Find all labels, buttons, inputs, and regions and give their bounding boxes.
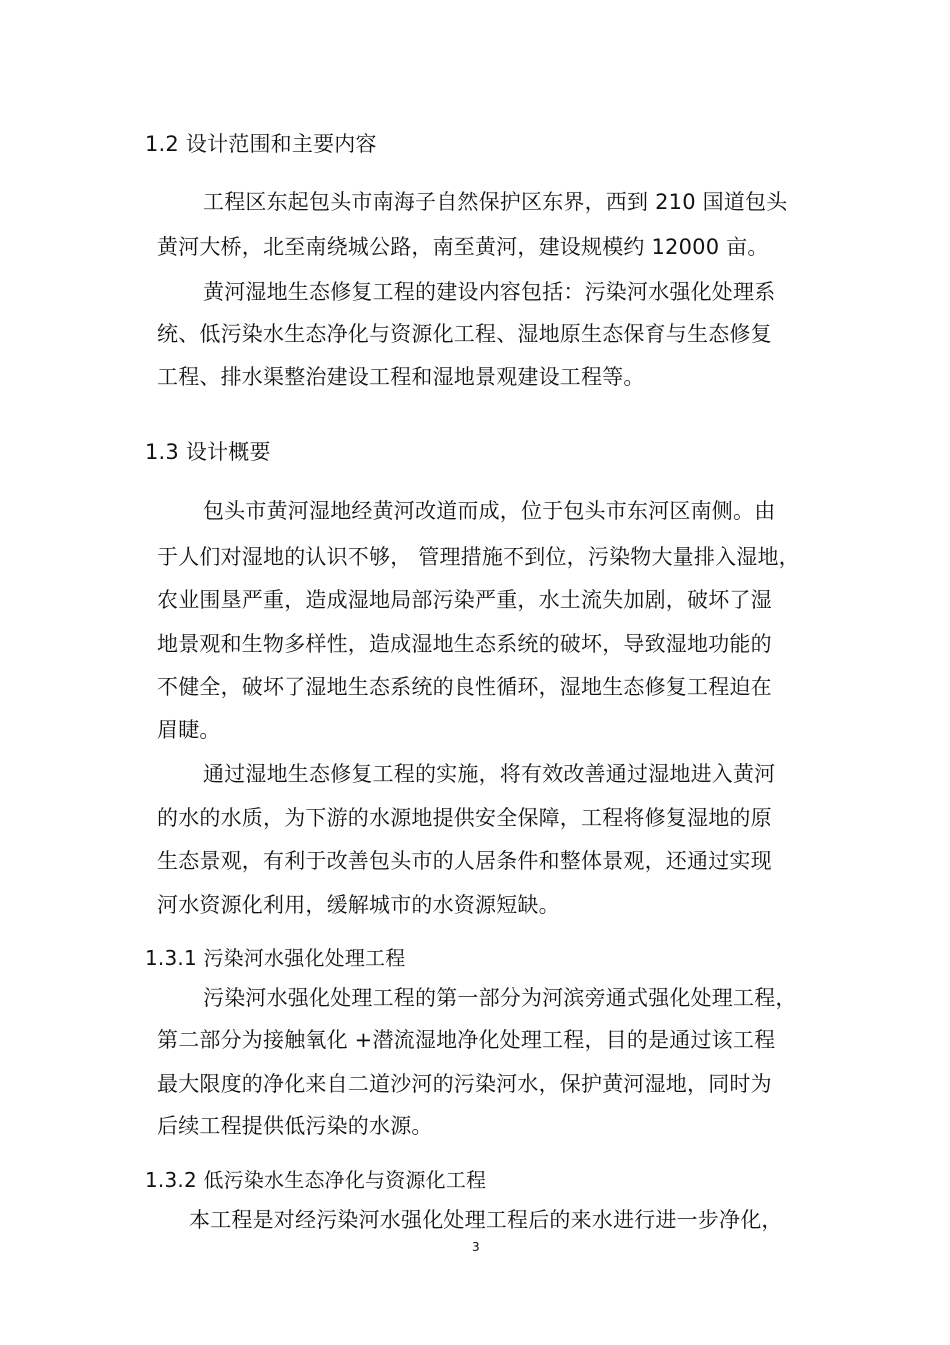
paragraph-line: 工程区东起包头市南海子自然保护区东界，西到 210 国道包头 — [203, 190, 788, 214]
paragraph-line: 生态景观，有利于改善包头市的人居条件和整体景观，还通过实现 — [157, 849, 772, 873]
paragraph-line: 河水资源化利用，缓解城市的水资源短缺。 — [157, 893, 560, 917]
page-number: 3 — [472, 1240, 480, 1254]
paragraph-line: 不健全，破坏了湿地生态系统的良性循环，湿地生态修复工程迫在 — [157, 675, 772, 699]
paragraph-line: 于人们对湿地的认识不够， 管理措施不到位，污染物大量排入湿地， — [157, 545, 800, 569]
paragraph-line: 最大限度的净化来自二道沙河的污染河水，保护黄河湿地，同时为 — [157, 1072, 772, 1096]
section-heading-1-3: 1.3 设计概要 — [145, 440, 271, 464]
paragraph-line: 的水的水质，为下游的水源地提供安全保障，工程将修复湿地的原 — [157, 806, 772, 830]
paragraph-line: 包头市黄河湿地经黄河改道而成，位于包头市东河区南侧。由 — [203, 499, 776, 523]
paragraph-line: 通过湿地生态修复工程的实施，将有效改善通过湿地进入黄河 — [203, 762, 776, 786]
paragraph-line: 本工程是对经污染河水强化处理工程后的来水进行进一步净化， — [189, 1208, 783, 1232]
section-heading-1-3-2: 1.3.2 低污染水生态净化与资源化工程 — [145, 1168, 487, 1192]
section-heading-1-2: 1.2 设计范围和主要内容 — [145, 132, 377, 156]
paragraph-line: 黄河大桥，北至南绕城公路，南至黄河，建设规模约 12000 亩。 — [157, 235, 769, 259]
paragraph-line: 统、低污染水生态净化与资源化工程、湿地原生态保育与生态修复 — [157, 322, 772, 346]
paragraph-line: 黄河湿地生态修复工程的建设内容包括：污染河水强化处理系 — [203, 280, 776, 304]
paragraph-line: 第二部分为接触氧化 +潜流湿地净化处理工程，目的是通过该工程 — [157, 1028, 776, 1052]
section-heading-1-3-1: 1.3.1 污染河水强化处理工程 — [145, 946, 406, 970]
paragraph-line: 地景观和生物多样性，造成湿地生态系统的破坏，导致湿地功能的 — [157, 632, 772, 656]
paragraph-line: 眉睫。 — [157, 718, 221, 742]
paragraph-line: 污染河水强化处理工程的第一部分为河滨旁通式强化处理工程， — [203, 986, 797, 1010]
paragraph-line: 农业围垦严重，造成湿地局部污染严重，水土流失加剧，破坏了湿 — [157, 588, 772, 612]
paragraph-line: 后续工程提供低污染的水源。 — [157, 1114, 433, 1138]
paragraph-line: 工程、排水渠整治建设工程和湿地景观建设工程等。 — [157, 365, 645, 389]
